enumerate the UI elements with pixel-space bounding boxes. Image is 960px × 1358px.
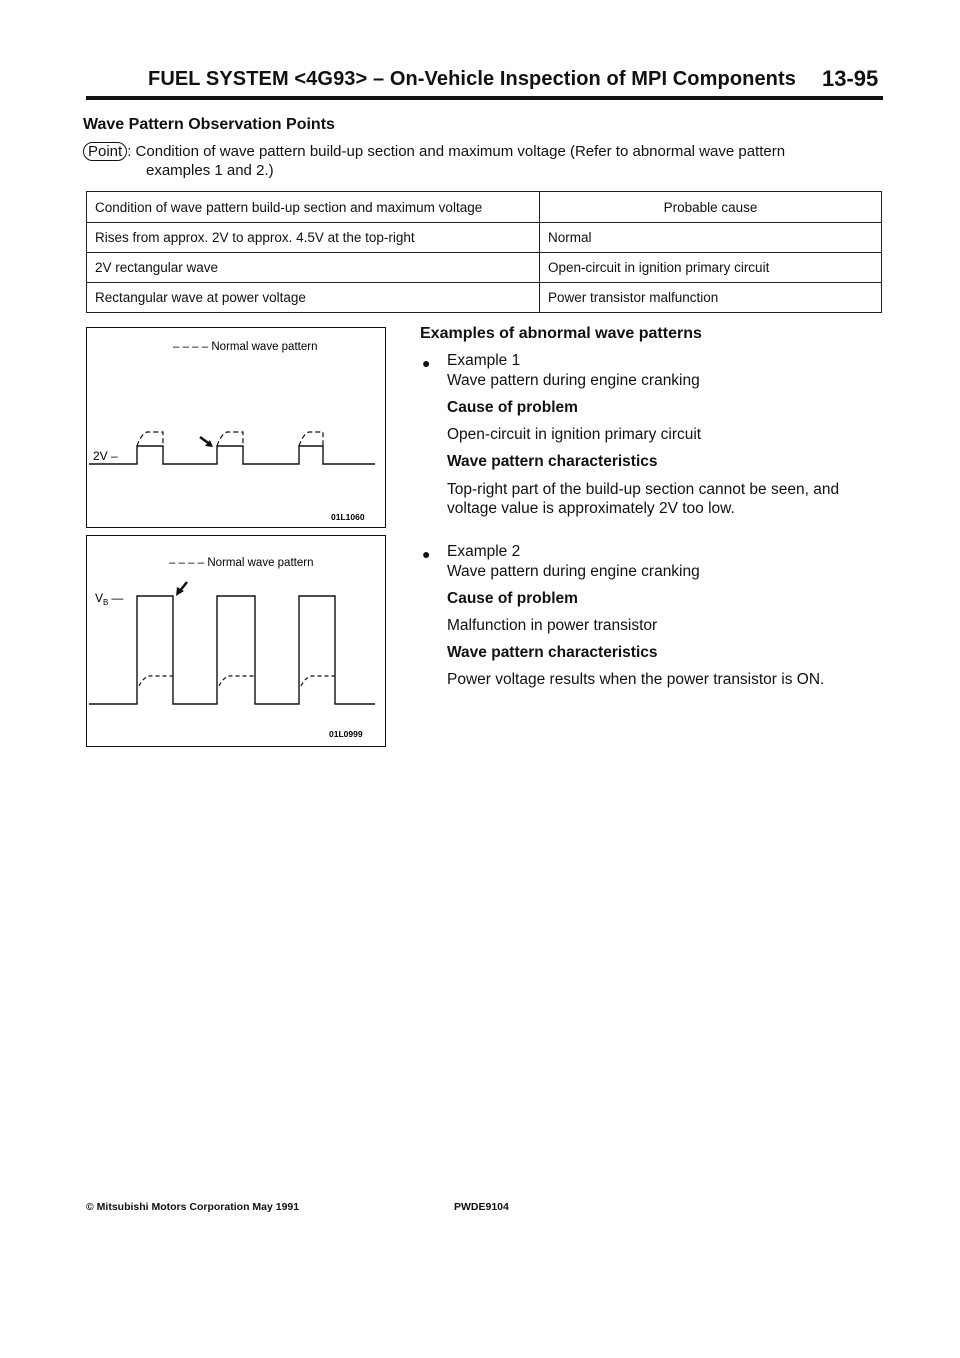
bullet-icon: ●: [422, 546, 431, 562]
table-cell: Normal: [540, 223, 882, 253]
waveform-figure-example-1: [86, 327, 386, 528]
table-header-cell: Condition of wave pattern build-up section and maximum voltage: [87, 192, 540, 223]
example-2-title: Example 2: [447, 543, 521, 560]
example-1-char-heading: Wave pattern characteristics: [447, 453, 658, 470]
example-2-cause: Malfunction in power transistor: [447, 617, 658, 634]
table-header-row: [87, 192, 882, 223]
condition-table: [86, 191, 882, 313]
figure1-y-label: 2V –: [93, 449, 118, 463]
example-2-subtitle: Wave pattern during engine cranking: [447, 563, 700, 580]
figure2-y-label-dash: —: [111, 591, 124, 605]
abnormal-waveform: [89, 596, 375, 704]
example-1-title: Example 1: [447, 352, 521, 369]
example-1-cause: Open-circuit in ignition primary circuit: [447, 426, 702, 443]
example-1-subtitle: Wave pattern during engine cranking: [447, 372, 700, 389]
figure1-legend: – – – – Normal wave pattern: [173, 341, 318, 353]
footer-document-code: PWDE9104: [454, 1201, 509, 1213]
table-row: [87, 283, 882, 313]
example-1-cause-heading: Cause of problem: [447, 399, 578, 416]
normal-waveform-dashed: [137, 432, 323, 446]
figure1-code: 01L1060: [331, 512, 365, 522]
example-2-char-line1: Power voltage results when the power transistor is ON.: [447, 671, 825, 688]
table-row: [87, 223, 882, 253]
table-cell: 2V rectangular wave: [87, 253, 540, 283]
point-text-line2: examples 1 and 2.): [146, 162, 274, 179]
table-header-cell: Probable cause: [540, 192, 882, 223]
example-2-cause-heading: Cause of problem: [447, 590, 578, 607]
figure2-legend: – – – – Normal wave pattern: [169, 557, 314, 569]
waveform-figure-example-2: [86, 535, 386, 747]
figure2-y-label-sub: B: [103, 598, 109, 607]
examples-heading: Examples of abnormal wave patterns: [420, 325, 702, 342]
page-header-title: FUEL SYSTEM <4G93> – On-Vehicle Inspection of MPI Components: [148, 68, 796, 90]
figure2-code: 01L0999: [329, 729, 363, 739]
bullet-icon: ●: [422, 355, 431, 371]
section-heading: Wave Pattern Observation Points: [83, 116, 335, 133]
table-cell: Rectangular wave at power voltage: [87, 283, 540, 313]
example-1-char-line2: voltage value is approximately 2V too low.: [447, 500, 735, 517]
table-cell: Rises from approx. 2V to approx. 4.5V at the top-right: [87, 223, 540, 253]
footer-copyright: © Mitsubishi Motors Corporation May 1991: [86, 1201, 300, 1213]
header-divider: [86, 96, 883, 100]
abnormal-waveform: [89, 446, 375, 464]
page-number: 13-95: [822, 66, 879, 91]
point-badge: Point: [83, 142, 127, 161]
table-row: [87, 253, 882, 283]
point-colon: :: [127, 143, 132, 160]
figure2-y-label: [95, 591, 123, 607]
table-cell: Open-circuit in ignition primary circuit: [540, 253, 882, 283]
figure2-y-label-main: V: [95, 591, 104, 605]
point-note: [83, 142, 883, 162]
table-cell: Power transistor malfunction: [540, 283, 882, 313]
example-2-char-heading: Wave pattern characteristics: [447, 644, 658, 661]
normal-waveform-dashed: [139, 676, 335, 686]
example-1-char-line1: Top-right part of the build-up section cannot be seen, and: [447, 481, 840, 498]
point-text-line1: Condition of wave pattern build-up section and maximum voltage (Refer to abnormal wave pattern: [135, 143, 786, 160]
